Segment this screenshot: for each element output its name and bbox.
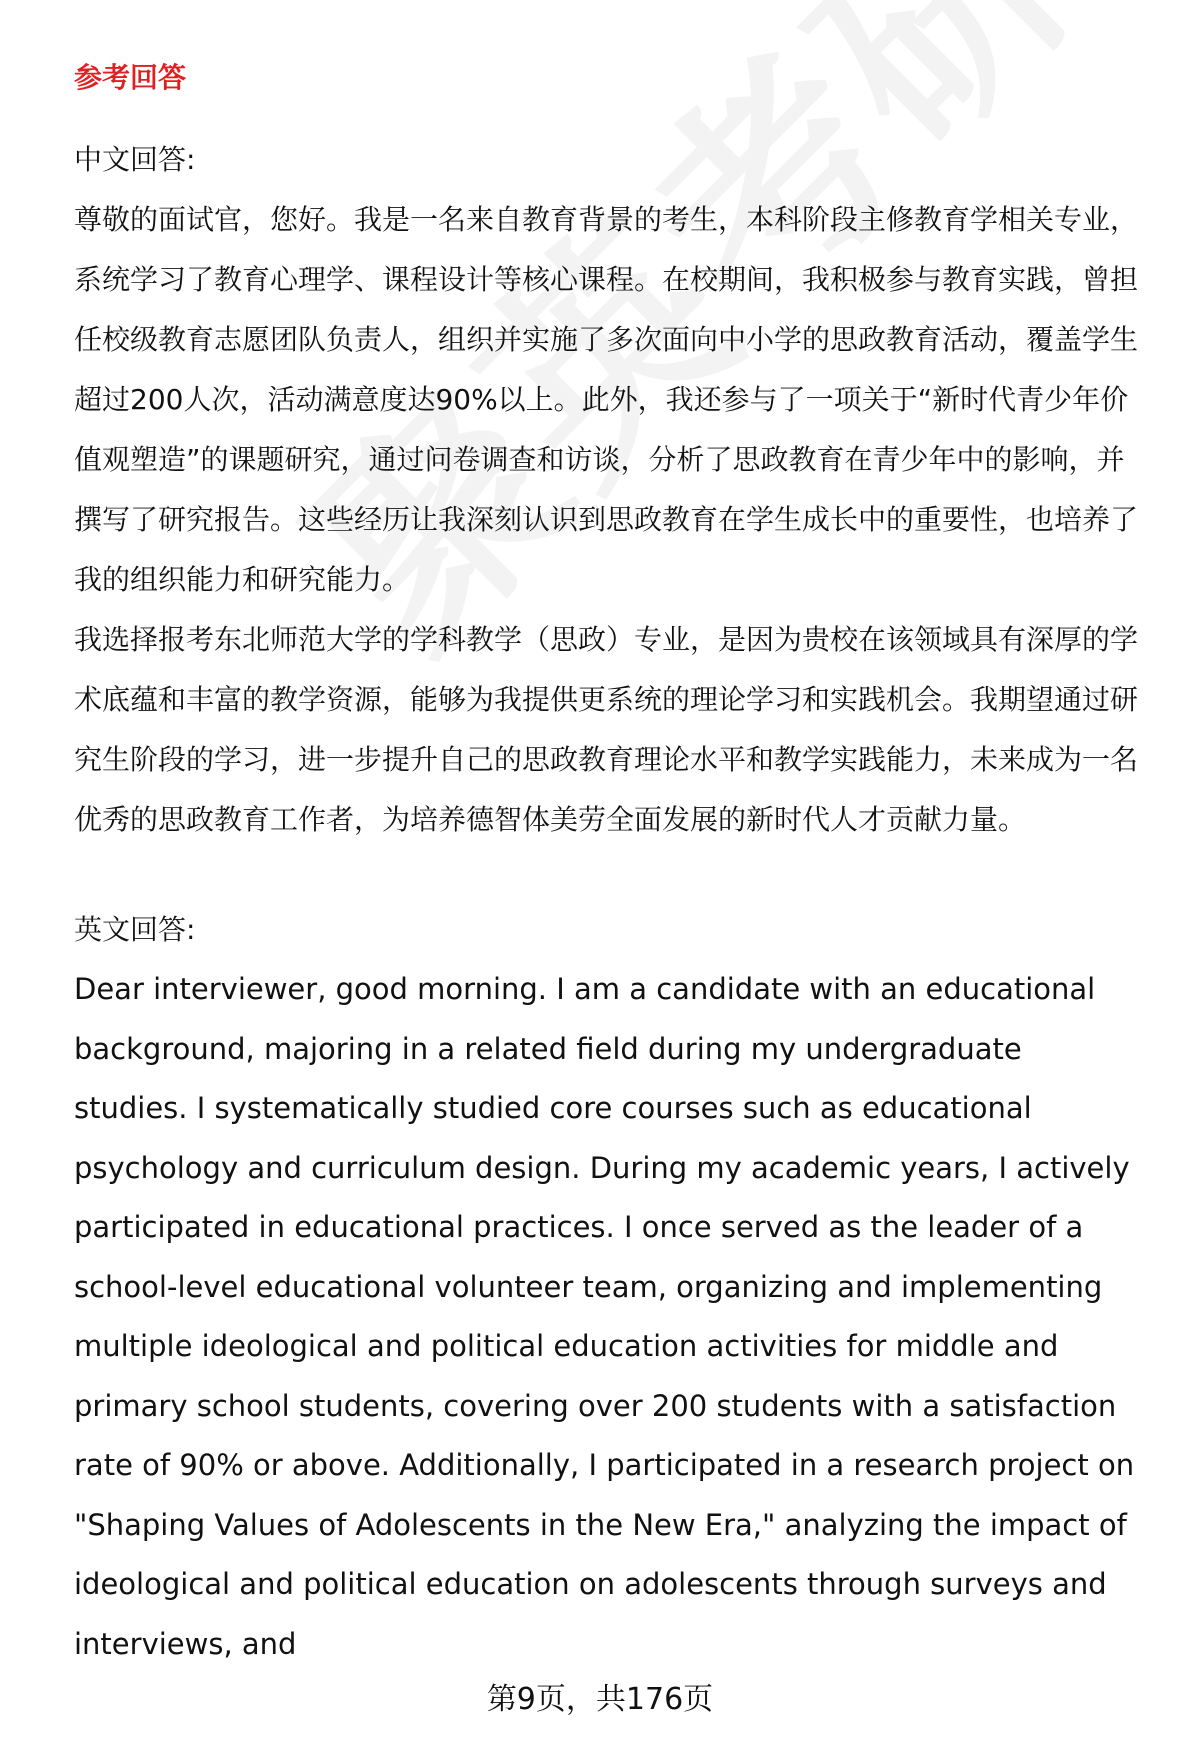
answer-content bbox=[74, 60, 1144, 1674]
chinese-answer-section bbox=[74, 130, 1144, 850]
page-number-footer: 第9页，共176页 bbox=[486, 1682, 714, 1717]
english-answer-section bbox=[74, 900, 1144, 1674]
reference-answer-heading: 参考回答 bbox=[74, 61, 187, 94]
chinese-paragraph-1: 尊敬的面试官，您好。我是一名来自教育背景的考生，本科阶段主修教育学相关专业，系统学习了教育心理学、课程设计等核心课程。在校期间，我积极参与教育实践，曾担任校级教育志愿团队负责人，组织并实施了多次面向中小学的思政教育活动，覆盖学生超过200人次，活动满意度达90%以上。此外，我还参与了一项关于“新时代青少年价值观塑造”的课题研究，通过问卷调查和访谈，分析了思政教育在青少年中的影响，并撰写了研究报告。这些经历让我深刻认识到思政教育在学生成长中的重要性，也培养了我的组织能力和研究能力。 bbox=[74, 203, 1139, 596]
english-answer-label: 英文回答: bbox=[74, 913, 196, 946]
chinese-answer-label: 中文回答: bbox=[74, 143, 196, 176]
chinese-paragraph-2: 我选择报考东北师范大学的学科教学（思政）专业，是因为贵校在该领域具有深厚的学术底蕴和丰富的教学资源，能够为我提供更系统的理论学习和实践机会。我期望通过研究生阶段的学习，进一步提升自己的思政教育理论水平和教学实践能力，未来成为一名优秀的思政教育工作者，为培养德智体美劳全面发展的新时代人才贡献力量。 bbox=[74, 623, 1139, 836]
english-paragraph: Dear interviewer, good morning. I am a candidate with an educational background, majoring in a related field during my undergraduate studies. I systematically studied core courses such as educational psychology and curriculum design. During my academic years, I actively participated in educational practices. I once served as the leader of a school-level educational volunteer team, organizing and implementing multiple ideological and political education activities for middle and primary school students, covering over 200 students with a satisfaction rate of 90% or above. Additionally, I participated in a research project on "Shaping Values of Adolescents in the New Era," analyzing the impact of ideological and political education on adolescents through surveys and interviews, and bbox=[74, 972, 1135, 1661]
section-gap bbox=[74, 850, 1144, 900]
